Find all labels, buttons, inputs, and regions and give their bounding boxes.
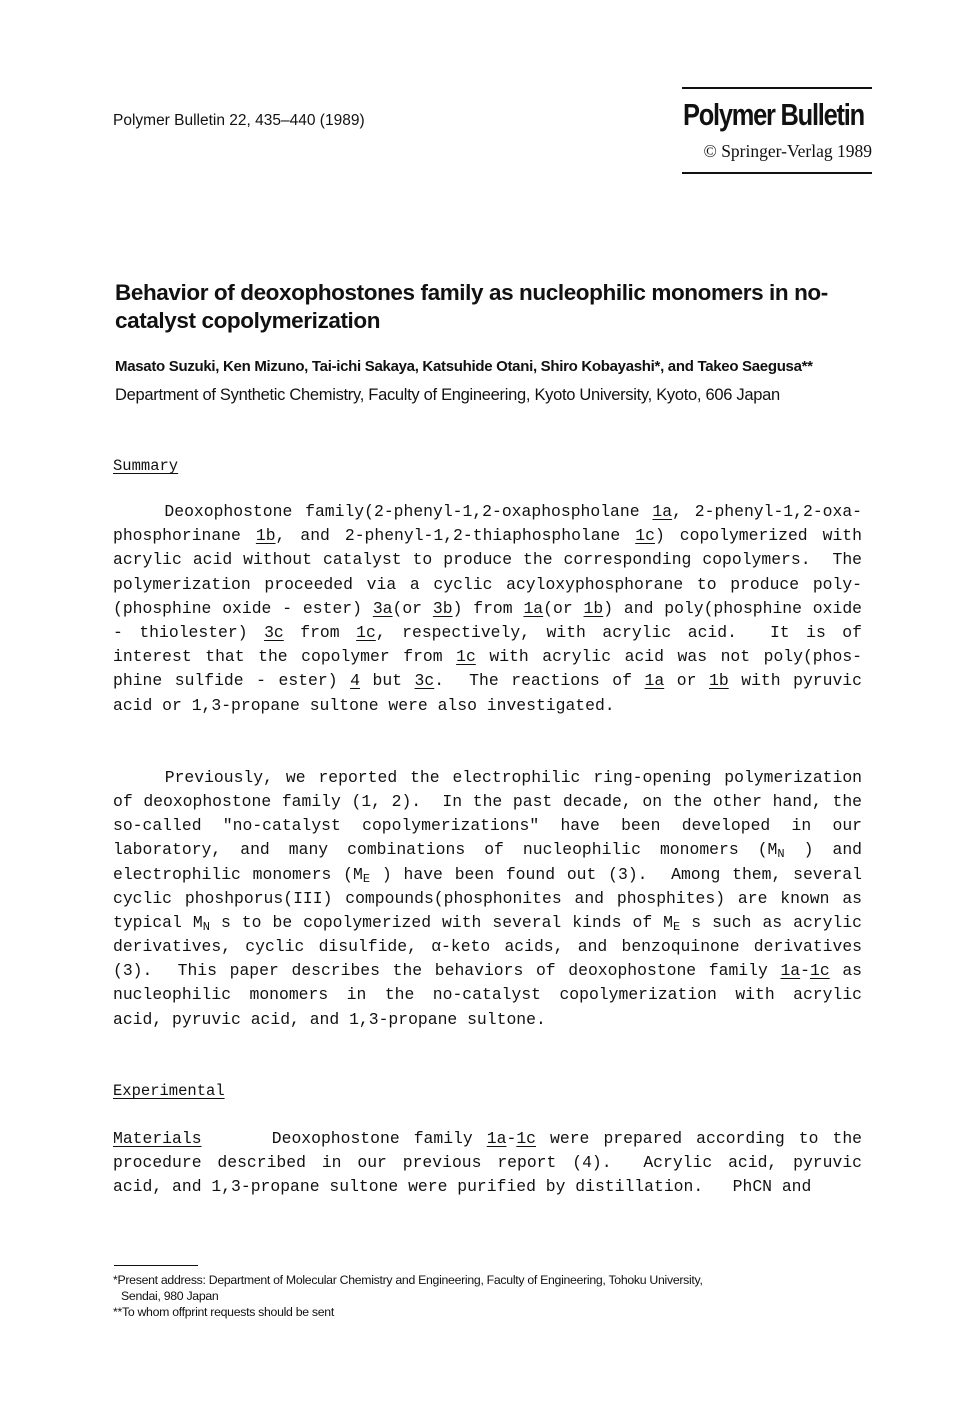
text-segment: acrylic acid without catalyst to produce the corresponding copolymers. The [113, 550, 862, 570]
affiliation: Department of Synthetic Chemistry, Faculty of Engineering, Kyoto University, Kyoto, 606 Japan [115, 386, 780, 404]
compound-label: 1b [583, 598, 604, 618]
text-line [113, 599, 862, 619]
text-segment: , 2-phenyl-1,2-oxa- [672, 502, 862, 521]
text-segment: as [829, 961, 862, 981]
text-line [113, 1010, 862, 1030]
text-segment: polymerization proceeded via a cyclic acyloxyphosphorane to produce poly- [113, 574, 862, 594]
text-segment: but [359, 671, 415, 691]
subscript: E [673, 919, 681, 934]
text-segment: - [800, 961, 810, 981]
compound-label: 1a [780, 961, 801, 981]
text-line [113, 937, 862, 957]
compound-label: 1a [652, 502, 673, 521]
logo-rule-bottom [682, 172, 872, 174]
text-segment: procedure described in our previous report (4). Acrylic acid, pyruvic [113, 1153, 862, 1173]
subscript: N [202, 919, 210, 934]
text-segment: with pyruvic [728, 671, 862, 691]
text-segment: . The reactions of [434, 671, 645, 691]
text-segment: of deoxophostone family (1, 2). In the past decade, on the other hand, the [113, 792, 862, 812]
compound-label: 3c [264, 623, 284, 642]
text-line [113, 647, 862, 667]
text-line [113, 961, 862, 981]
text-line [113, 913, 862, 933]
text-line [113, 1129, 862, 1149]
text-segment: phine sulfide - ester) [113, 671, 351, 691]
text-segment: typical M [113, 912, 203, 932]
text-segment: (or [543, 598, 584, 618]
text-segment: Deoxophostone family [201, 1129, 487, 1148]
text-segment: - thiolester) [113, 623, 265, 642]
text-segment: from [283, 623, 357, 642]
text-segment: with acrylic acid was not poly(phos- [475, 647, 862, 667]
paper-title: Behavior of deoxophostones family as nucleophilic monomers in no-catalyst copolymerization [115, 280, 828, 333]
text-line [113, 671, 862, 691]
text-segment: ) and poly(phosphine oxide [603, 598, 862, 618]
compound-label: 1a [644, 671, 665, 691]
compound-label: 1b [255, 526, 276, 546]
text-segment: (phosphine oxide - ester) [113, 598, 373, 618]
text-segment: interest that the copolymer from [113, 647, 457, 667]
text-segment: ) and [784, 840, 862, 860]
text-segment: phosphorinane [113, 526, 256, 546]
compound-label: 1c [635, 526, 655, 546]
text-segment: acid, and 1,3-propane sultone were purified by distillation. PhCN and [113, 1177, 812, 1197]
text-segment: - [506, 1129, 517, 1148]
compound-label: 1c [516, 1129, 536, 1148]
subscript: N [777, 847, 785, 862]
text-segment: ) copolymerized with [654, 526, 862, 546]
text-segment: (or [392, 598, 433, 618]
text-line [113, 816, 862, 836]
text-segment: cyclic phoshporus(III) compounds(phosphonites and phosphites) are known as [113, 888, 862, 908]
text-segment: acid, pyruvic acid, and 1,3-propane sultone. [113, 1009, 546, 1029]
compound-label: 1a [486, 1129, 507, 1148]
compound-label: 1a [523, 598, 544, 618]
text-segment: Previously, we reported the electrophilic ring-opening polymerization [113, 768, 862, 787]
text-segment: were prepared according to the [536, 1129, 862, 1148]
text-segment: (3). This paper describes the behaviors of deoxophostone family [113, 961, 781, 981]
text-segment: s to be copolymerized with several kinds of M [209, 912, 674, 932]
compound-label: 1c [356, 623, 376, 642]
text-line [113, 550, 862, 570]
logo-rule-top [682, 87, 872, 89]
text-line [113, 575, 862, 595]
subscript: E [362, 871, 371, 886]
text-segment: Deoxophostone family(2-phenyl-1,2-oxaphospholane [113, 502, 653, 521]
text-segment: , respectively, with acrylic acid. It is of [375, 623, 862, 642]
footnote-offprint: **To whom offprint requests should be sent [113, 1305, 334, 1319]
publisher-copyright: © Springer-Verlag 1989 [703, 141, 872, 161]
summary-heading: Summary [113, 457, 179, 475]
text-line [113, 502, 862, 522]
text-segment: electrophilic monomers (M [113, 864, 363, 884]
text-segment: or [664, 671, 709, 691]
text-line [113, 792, 862, 812]
journal-reference: Polymer Bulletin 22, 435–440 (1989) [113, 112, 365, 129]
text-segment: derivatives, cyclic disulfide, α-keto acids, and benzoquinone derivatives [113, 937, 862, 957]
text-segment: laboratory, and many combinations of nucleophilic monomers (M [113, 840, 778, 860]
author-list: Masato Suzuki, Ken Mizuno, Tai-ichi Sakaya, Katsuhide Otani, Shiro Kobayashi*, and Takeo Saegusa** [115, 358, 813, 375]
journal-logo: Polymer Bulletin [683, 97, 864, 132]
text-segment: nucleophilic monomers in the no-catalyst copolymerization with acrylic [113, 985, 862, 1005]
compound-label: 1c [809, 961, 830, 981]
footnote-present-address: *Present address: Department of Molecular Chemistry and Engineering, Faculty of Engineering, Tohoku University, [113, 1273, 703, 1287]
text-segment: s such as acrylic [680, 912, 862, 932]
experimental-heading: Experimental [113, 1082, 225, 1100]
footnote-present-address-cont: Sendai, 980 Japan [121, 1289, 219, 1303]
text-segment: ) have been found out (3). Among them, several [370, 864, 862, 884]
text-line [113, 1177, 862, 1197]
text-line [113, 985, 862, 1005]
title-block [115, 279, 895, 405]
text-line [113, 1153, 862, 1173]
text-line [113, 840, 862, 860]
text-segment: , and 2-phenyl-1,2-thiaphospholane [275, 526, 636, 546]
compound-label: 4 [350, 671, 360, 691]
text-line [113, 768, 862, 788]
compound-label: Materials [113, 1129, 202, 1148]
text-line [113, 865, 862, 885]
footnote-rule [114, 1265, 198, 1266]
text-segment: so-called "no-catalyst copolymerizations" have been developed in our [113, 816, 862, 836]
text-line [113, 889, 862, 909]
text-line [113, 696, 862, 716]
compound-label: 3c [414, 671, 435, 691]
text-line [113, 526, 862, 546]
text-segment: acid or 1,3-propane sultone were also investigated. [113, 695, 615, 715]
text-segment: ) from [452, 598, 524, 618]
compound-label: 3b [432, 598, 453, 618]
compound-label: 1c [456, 647, 476, 667]
compound-label: 1b [709, 671, 729, 691]
text-line [113, 623, 862, 643]
compound-label: 3a [372, 598, 393, 618]
